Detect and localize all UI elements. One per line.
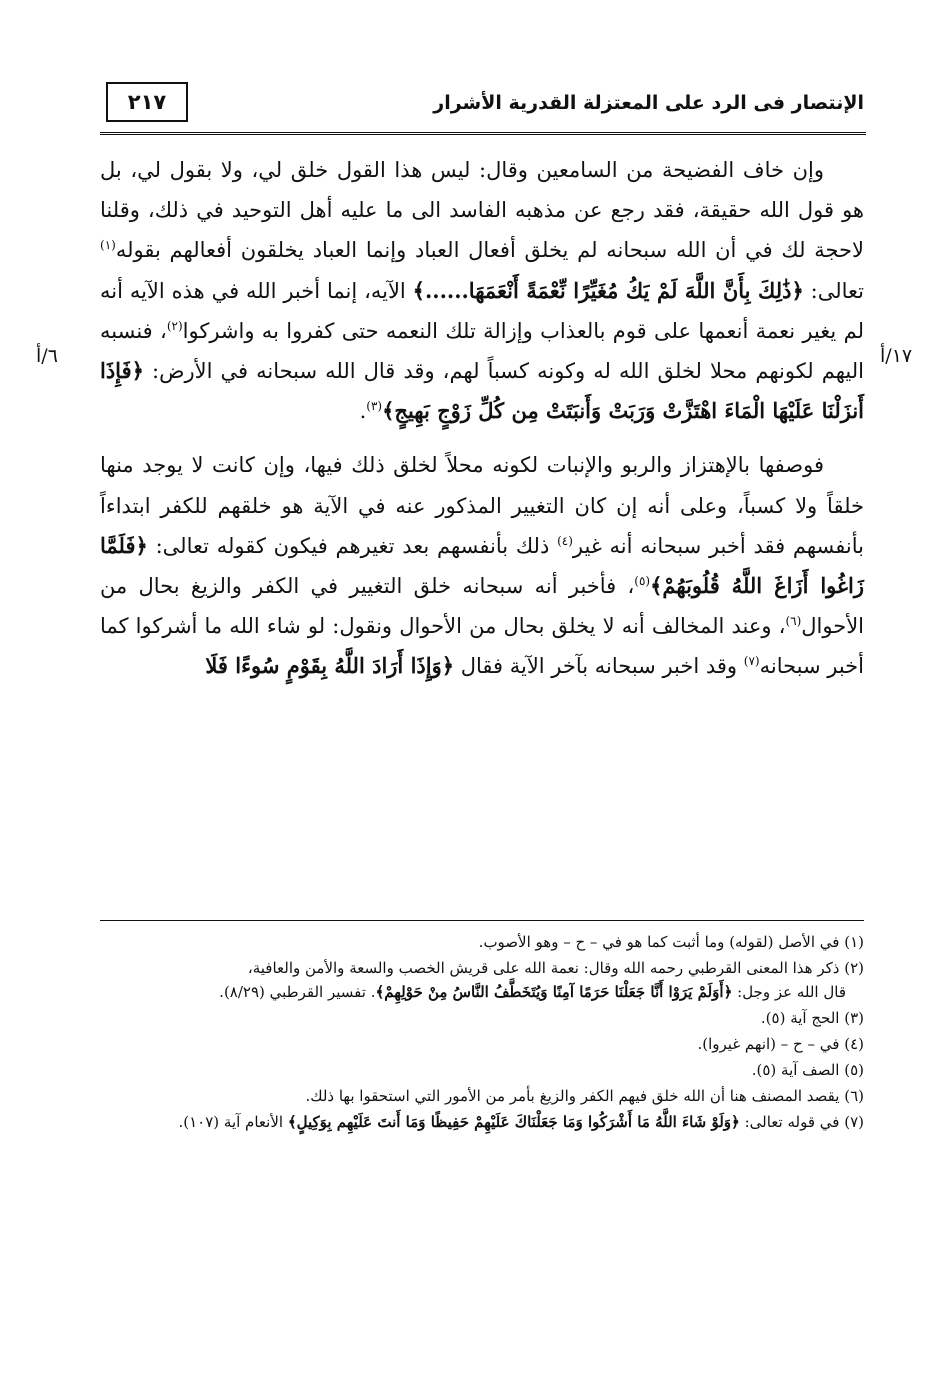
text-span: فوصفها بالإهتزاز والربو والإنبات لكونه محلاً لخلق ذلك فيها، وإن كانت لا يوجد منها خلقاً ولا كسباً، وعلى أنه إن كان التغيير المذكور عنه في الآية هو خلقهم للكفر ابتداءاً بأنفسهم فقد أخبر سبحانه أنه غير bbox=[100, 453, 864, 558]
text-span: الآيه، إنما أخبر الله في هذه الآيه أنه لم يغير نعمة أنعمها على قوم بالعذاب وإزالة تلك النعمه حتى كفروا به واشركوا bbox=[100, 278, 864, 343]
footnote-ref: (٢) bbox=[166, 318, 183, 333]
text-span: وقد اخبر سبحانه بآخر الآية فقال bbox=[454, 654, 744, 679]
text-span: ذلك بأنفسهم بعد تغيرهم فيكون كقوله تعالى: bbox=[147, 533, 558, 558]
footnotes bbox=[100, 930, 864, 1136]
footnote-ref: (٧) bbox=[743, 654, 760, 669]
footnote-3: (٣) الحج آية (٥). bbox=[760, 1009, 864, 1027]
footnote-4: (٤) في – ح – (انهم غيروا). bbox=[697, 1035, 864, 1053]
footnote-7 bbox=[100, 1110, 864, 1134]
quran-quote: ﴿فَلَمَّا زَاغُوا أَزَاغَ اللَّهُ قُلُوبَهُمْ﴾ bbox=[100, 532, 864, 599]
footnote-1: (١) في الأصل (لقوله) وما أثبت كما هو في – ح – وهو الأصوب. bbox=[478, 933, 864, 951]
footnote-6: (٦) يقصد المصنف هنا أن الله خلق فيهم الكفر والزيغ بأمر من الأمور التي استحقوا بها ذلك. bbox=[305, 1087, 864, 1105]
text-span: ، فنسبه اليهم لكونهم محلا لخلق الله له وكونه كسباً لهم، وقد قال الله سبحانه في الأرض: bbox=[100, 318, 865, 384]
footnote-text: قال الله عز وجل: bbox=[732, 983, 846, 1001]
main-text bbox=[100, 150, 864, 687]
footnote-ref: (٤) bbox=[557, 533, 573, 548]
page-header bbox=[100, 80, 864, 132]
footnote-5: (٥) الصف آية (٥). bbox=[751, 1061, 864, 1079]
text-span: ، فأخبر أنه سبحانه خلق التغيير في الكفر والزيغ بحال من الأحوال bbox=[100, 574, 864, 639]
footnote-text: (٧) في قوله تعالى: bbox=[739, 1113, 864, 1131]
quran-quote: ﴿فَإِذَا أَنزَلْنَا عَلَيْهَا الْمَاءَ اهْتَزَّتْ وَرَبَتْ وَأَنبَتَتْ مِن كُلِّ زَوْجٍ بَهِيجٍ﴾ bbox=[100, 358, 864, 424]
footnote-text: الأنعام آية (١٠٧). bbox=[178, 1113, 288, 1131]
header-rule bbox=[100, 132, 866, 135]
page-number: ٢١٧ bbox=[106, 82, 188, 122]
paragraph-2 bbox=[100, 445, 864, 686]
margin-manuscript-ref-left: ٦/أ bbox=[36, 345, 58, 367]
margin-manuscript-ref-right: ١٧/أ bbox=[880, 345, 913, 367]
footnote-ref: (٦) bbox=[785, 614, 802, 629]
text-span: تعالى: bbox=[803, 278, 864, 303]
footnote-ref: (٣) bbox=[366, 399, 383, 414]
quran-quote: ﴿ذَٰلِكَ بِأَنَّ اللَّهَ لَمْ يَكُ مُغَيِّرًا نِّعْمَةً أَنْعَمَهَا......﴾ bbox=[412, 277, 804, 303]
text-span: وإن خاف الفضيحة من السامعين وقال: ليس هذا القول خلق لي، ولا بقول لي، بل هو قول الله حقيقة، فقد رجع عن مذهبه الفاسد الى ما عليه أهل التوحيد في ذلك، وقلنا لاحجة لك في أن الله سبحانه لم يخلق أفعال العباد وإنما العباد يخلقون أفعالهم بقوله bbox=[100, 158, 864, 263]
footnote-ref: (١) bbox=[100, 238, 116, 253]
footnote-separator bbox=[100, 920, 864, 921]
text-span: ، وعند المخالف أنه لا يخلق بحال من الأحوال ونقول: لو شاء الله ما أشركوا كما أخبر سبحانه bbox=[100, 614, 864, 679]
footnote-text: . تفسير القرطبي (٨/٢٩). bbox=[219, 983, 376, 1001]
footnote-text: (٢) ذكر هذا المعنى القرطبي رحمه الله وقال: نعمة الله على قريش الخصب والسعة والأمن والعافية، bbox=[247, 959, 864, 977]
text-span: . bbox=[359, 399, 367, 424]
quran-quote: ﴿وَلَوْ شَاءَ اللَّهُ مَا أَشْرَكُوا وَمَا جَعَلْنَاكَ عَلَيْهِمْ حَفِيظًا وَمَا أَنتَ عَلَيْهِم بِوَكِيلٍ﴾ bbox=[287, 1113, 740, 1131]
paragraph-1 bbox=[100, 150, 864, 431]
quran-quote: ﴿وَإِذَا أَرَادَ اللَّهُ بِقَوْمٍ سُوءًا فَلَا bbox=[205, 653, 455, 679]
running-title: الإنتصار فى الرد على المعتزلة القدرية الأشرار bbox=[433, 92, 864, 114]
footnote-2 bbox=[100, 956, 864, 1004]
quran-quote: ﴿أَوَلَمْ يَرَوْا أَنَّا جَعَلْنَا حَرَمًا آمِنًا وَيُتَخَطَّفُ النَّاسُ مِنْ حَوْلِهِمْ﴾ bbox=[375, 983, 733, 1001]
footnote-ref: (٥) bbox=[634, 574, 651, 589]
